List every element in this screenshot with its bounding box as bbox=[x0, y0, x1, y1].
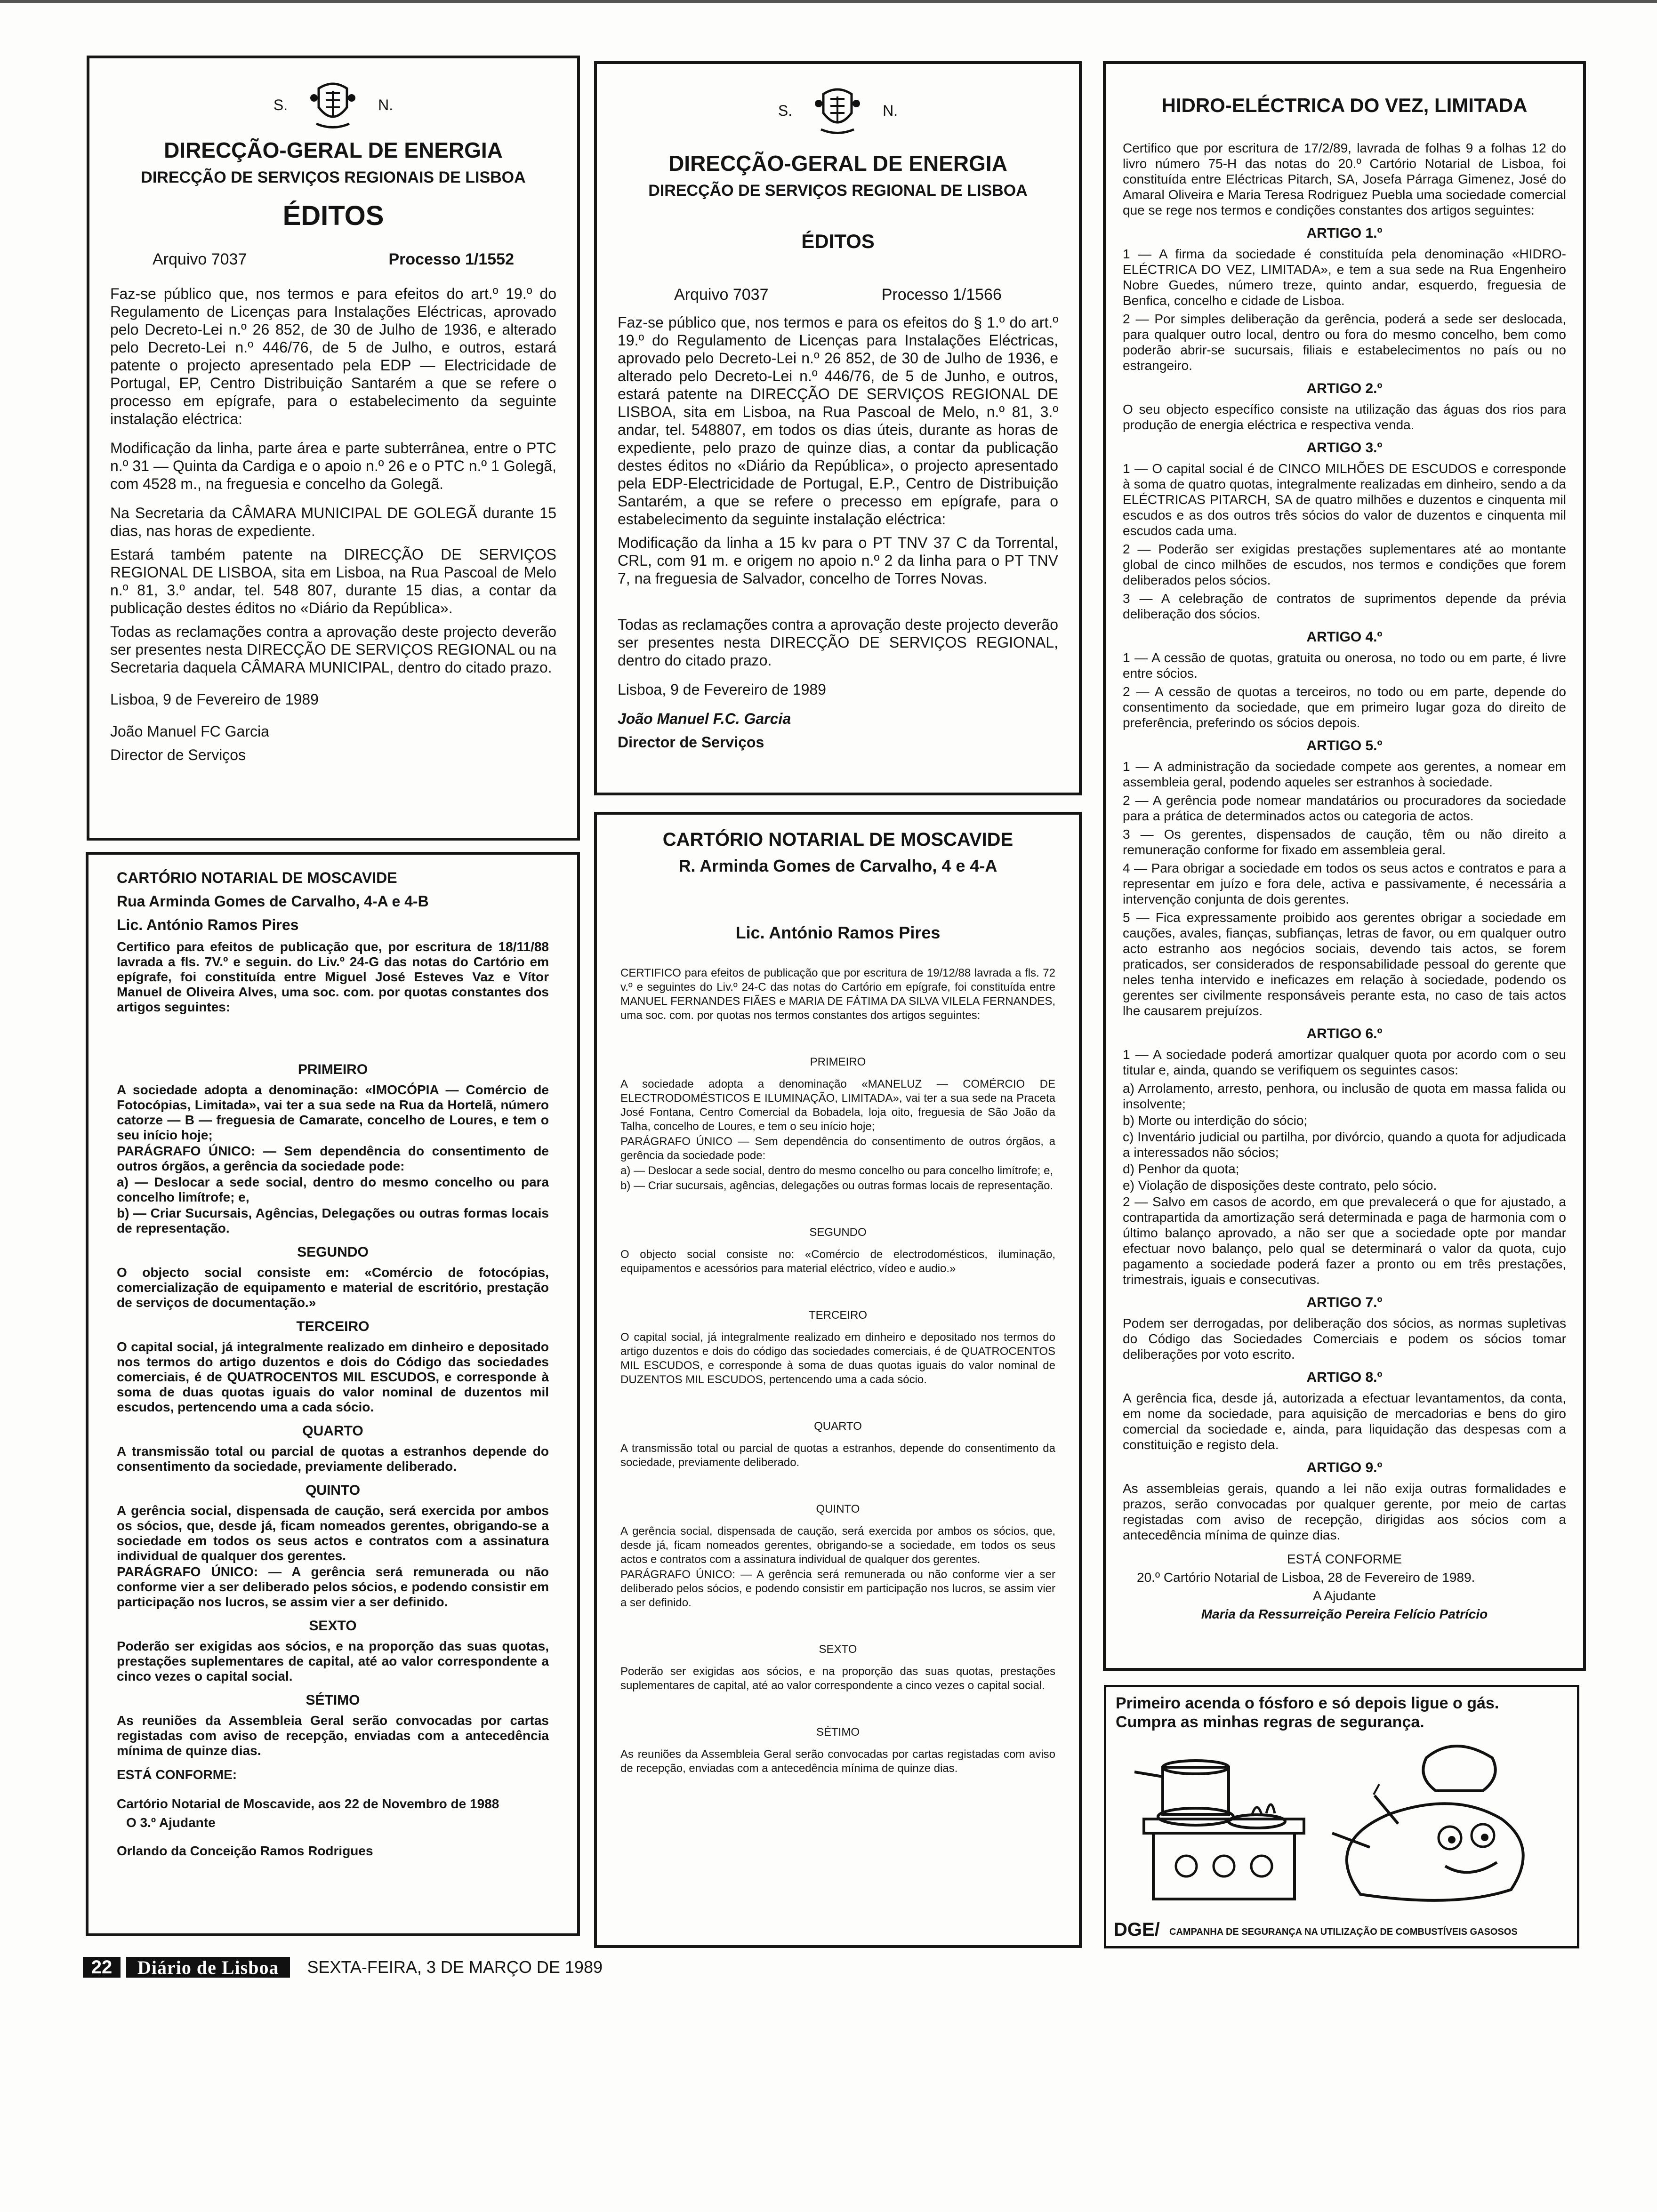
article-heading: SÉTIMO bbox=[816, 1726, 860, 1739]
article-heading: SEXTO bbox=[309, 1618, 357, 1634]
seal-right-text: N. bbox=[883, 102, 898, 119]
article-paragraph: 5 — Fica expressamente proibido aos gerentes obrigar a sociedade em cauções, avales, fianças, subfianças, letras de favor, ou em qualquer outro acto estranho aos negócios sociais, devendo tais actos, se forem praticados, ser considerados de responsabilidade pessoal do gerente que neles tenha intervido e ineficazes em relação à sociedade, podendo os gerentes ser civilmente responsáveis perante esta, no caso de tais actos lhe causarem prejuízos. bbox=[1123, 910, 1566, 1018]
dge-campaign-text: CAMPANHA DE SEGURANÇA NA UTILIZAÇÃO DE COMBUSTÍVEIS GASOSOS bbox=[1169, 1927, 1518, 1937]
arquivo-number: Arquivo 7037 bbox=[674, 286, 769, 304]
article-paragraph: A gerência fica, desde já, autorizada a efectuar levantamentos, da conta, em nome da sociedade, para aquisição de mercadorias e bens do giro comercial da sociedade e, ainda, para liquidação das despesas com a constituição e registo dela. bbox=[1123, 1391, 1566, 1452]
paragraph: Todas as reclamações contra a aprovação deste projecto deverão ser presentes nesta DIRECÇÃO DE SERVIÇOS REGIONAL ou na Secretaria daquela CÂMARA MUNICIPAL, dentro do citado prazo. bbox=[110, 623, 556, 676]
notary-lic: Lic. António Ramos Pires bbox=[117, 916, 299, 933]
article-paragraph: a) — Deslocar a sede social, dentro do mesmo concelho ou para concelho limítrofe; e, bbox=[117, 1175, 549, 1204]
seal-left-text: S. bbox=[778, 102, 793, 119]
paragraph: Faz-se público que, nos termos e para efeitos do art.º 19.º do Regulamento de Licenças para Instalações Eléctricas, aprovado pelo Decreto-Lei n.º 26 852, de 30 de Julho de 1936, e alterado pelo Decreto-Lei n.º 446/76, de 5 de Julho, e outros, estará patente o projecto apresentado pela EDP — Electricidade de Portugal, EP, Centro Distribuição Santarém a que se refere o processo em epígrafe, para o estabelecimento da seguinte instalação eléctrica: bbox=[110, 285, 556, 427]
seal-header bbox=[110, 79, 556, 131]
article-paragraph: A sociedade adopta a denominação: «IMOCÓPIA — Comércio de Fotocópias, Limitada», vai ter a sua sede na Rua da Hortelã, número catorze — B — freguesia de Camarate, concelho de Loures, e tem o seu início hoje; bbox=[117, 1082, 549, 1142]
article-paragraph: As assembleias gerais, quando a lei não exija outras formalidades e prazos, serão convocadas por qualquer gerente, por meio de cartas registadas com aviso de recepção, dirigidas aos sócios com a antecedência mínima de quinze dias. bbox=[1123, 1481, 1566, 1542]
article-paragraph: O capital social, já integralmente realizado em dinheiro e depositado nos termos do artigo duzentos e dois do código das sociedades comerciais, é de QUATROCENTOS MIL ESCUDOS, e corresponde à soma de duas quotas iguais do valor nominal de DUZENTOS MIL ESCUDOS, pertencendo uma a cada sócio. bbox=[620, 1331, 1055, 1386]
top-rule bbox=[0, 0, 1657, 3]
esta-conforme: ESTÁ CONFORME bbox=[1287, 1552, 1402, 1566]
notary-lic: Lic. António Ramos Pires bbox=[735, 923, 941, 942]
article-paragraph: PARÁGRAFO ÚNICO: — A gerência será remunerada ou não conforme vier a ser deliberado pelos sócios, e podendo consistir em participação nos lucros, se assim vier a ser definido. bbox=[620, 1568, 1055, 1609]
notice-title: DIRECÇÃO-GERAL DE ENERGIA bbox=[668, 151, 1007, 176]
place-date: Lisboa, 9 de Fevereiro de 1989 bbox=[618, 681, 826, 698]
article-paragraph: a) Arrolamento, arresto, penhora, ou inclusão de quota em massa falida ou insolvente; bbox=[1123, 1081, 1566, 1111]
processo-number: Processo 1/1552 bbox=[388, 250, 514, 268]
article-paragraph: 3 — A celebração de contratos de suprimentos depende da prévia deliberação dos sócios. bbox=[1123, 591, 1566, 621]
article-paragraph: e) Violação de disposições deste contrato, pelo sócio. bbox=[1123, 1178, 1437, 1193]
paragraph: Todas as reclamações contra a aprovação deste projecto deverão ser presentes nesta DIRECÇÃO DE SERVIÇOS REGIONAL, dentro do citado prazo. bbox=[618, 616, 1058, 669]
article-heading: ARTIGO 3.º bbox=[1306, 440, 1383, 456]
article-paragraph: Podem ser derrogadas, por deliberação dos sócios, as normas supletivas do Código das Sociedades Comerciais e podem os sócios tomar deliberações por voto escrito. bbox=[1123, 1316, 1566, 1362]
article-paragraph: 1 — A administração da sociedade compete aos gerentes, a nomear em assembleia geral, podendo aqueles ser estranhos à sociedade. bbox=[1123, 759, 1566, 789]
notary-address: Rua Arminda Gomes de Carvalho, 4-A e 4-B bbox=[117, 893, 429, 910]
editos-heading: ÉDITOS bbox=[801, 230, 875, 252]
signer-name: João Manuel FC Garcia bbox=[110, 723, 269, 740]
article-heading: SÉTIMO bbox=[306, 1692, 360, 1708]
reference-line bbox=[110, 250, 556, 269]
article-heading: TERCEIRO bbox=[296, 1319, 370, 1334]
paragraph: Modificação da linha, parte área e parte subterrânea, entre o PTC n.º 31 — Quinta da Cardiga e o apoio n.º 26 e o PTC n.º 1 Golegã, com 4528 m., na freguesia e concelho da Golegã. bbox=[110, 440, 556, 492]
dge-logo: DGE/ bbox=[1114, 1919, 1160, 1940]
notice-subtitle: DIRECÇÃO DE SERVIÇOS REGIONAL DE LISBOA bbox=[648, 182, 1028, 200]
article-paragraph: A transmissão total ou parcial de quotas a estranhos, depende do consentimento da sociedade, previamente deliberado. bbox=[620, 1442, 1055, 1469]
notary-title: CARTÓRIO NOTARIAL DE MOSCAVIDE bbox=[117, 869, 397, 886]
article-heading: QUARTO bbox=[302, 1423, 363, 1439]
issue-date: SEXTA-FEIRA, 3 DE MARÇO DE 1989 bbox=[307, 1957, 603, 1977]
article-paragraph: 2 — Poderão ser exigidas prestações suplementares até ao montante global de cinco milhões de escudos, nos termos e condições que forem deliberados pelos sócios. bbox=[1123, 542, 1566, 587]
article-paragraph: 1 — A firma da sociedade é constituída pela denominação «HIDRO-ELÉCTRICA DO VEZ, LIMITADA», e tem a sua sede na Rua Engenheiro Nobre Guedes, número treze, quinto andar, esquerdo, freguesia de Benfica, concelho e cidade de Lisboa. bbox=[1123, 247, 1566, 308]
seal-right-text: N. bbox=[378, 96, 394, 113]
dge-safety-ad bbox=[1104, 1685, 1579, 1948]
article-paragraph: 3 — Os gerentes, dispensados de caução, têm ou não direito a remuneração conforme for fixado em assembleia geral. bbox=[1123, 827, 1566, 857]
esta-conforme: ESTÁ CONFORME: bbox=[117, 1767, 237, 1782]
article-paragraph: As reuniões da Assembleia Geral serão convocadas por cartas registadas com aviso de recepção, enviadas com a antecedência mínima de quinze dias. bbox=[117, 1713, 549, 1758]
article-paragraph: d) Penhor da quota; bbox=[1123, 1162, 1239, 1176]
closing-line: 20.º Cartório Notarial de Lisboa, 28 de Fevereiro de 1989. bbox=[1137, 1570, 1475, 1585]
editos-heading: ÉDITOS bbox=[282, 200, 384, 231]
intro-paragraph: CERTIFICO para efeitos de publicação que por escritura de 19/12/88 lavrada a fls. 72 v.º e seguintes do Liv.º 24-C das notas do Cartório em epígrafe, foi constituída entre MANUEL FERNANDES FIÃES e MARIA DE FÁTIMA DA SILVA VILELA FERNANDES, uma soc. com. por quotas nos termos constantes dos artigos seguintes: bbox=[620, 967, 1055, 1022]
page-footer bbox=[83, 1956, 603, 1978]
notice-moscavide-2 bbox=[594, 812, 1082, 1948]
intro-paragraph: Certifico que por escritura de 17/2/89, lavrada de folhas 9 a folhas 12 do livro número 75-H das notas do 20.º Cartório Notarial de Lisboa, foi constituída entre Eléctricas Pitarch, SA, Josefa Párraga Gimenez, José do Amaral Oliveira e Maria Teresa Rodriguez Puebla uma sociedade comercial que se rege nos termos e condições constantes dos artigos seguintes: bbox=[1123, 141, 1566, 217]
article-paragraph: 4 — Para obrigar a sociedade em todos os seus actos e contratos e para a representar em juízo e fora dele, activa e passivamente, é necessária a intervenção conjunta de dois gerentes. bbox=[1123, 861, 1566, 906]
article-paragraph: A gerência social, dispensada de caução, será exercida por ambos os sócios, que, desde já, ficam nomeados gerentes, obrigando-se a sociedade, em todos os seus actos e contratos com a assinatura individual de qualquer dos gerentes. bbox=[620, 1525, 1055, 1566]
article-heading: ARTIGO 2.º bbox=[1306, 381, 1383, 396]
article-paragraph: 1 — A cessão de quotas, gratuita ou onerosa, no todo ou em parte, é livre entre sócios. bbox=[1123, 650, 1566, 681]
article-paragraph: As reuniões da Assembleia Geral serão convocadas por cartas registadas com aviso de recepção, enviadas com a antecedência mínima de quinze dias. bbox=[620, 1748, 1055, 1775]
processo-number: Processo 1/1566 bbox=[881, 286, 1002, 304]
paragraph: Na Secretaria da CÂMARA MUNICIPAL DE GOLEGÃ durante 15 dias, nas horas de expediente. bbox=[110, 505, 556, 539]
company-title: HIDRO-ELÉCTRICA DO VEZ, LIMITADA bbox=[1161, 94, 1528, 116]
article-paragraph: c) Inventário judicial ou partilha, por divórcio, quando a quota for adjudicada a interessados não sócios; bbox=[1123, 1130, 1566, 1160]
notice-subtitle: DIRECÇÃO DE SERVIÇOS REGIONAIS DE LISBOA bbox=[141, 168, 526, 186]
notice-energia-1 bbox=[87, 56, 580, 841]
article-paragraph: 2 — A gerência pode nomear mandatários ou procuradores da sociedade para a prática de determinados actos ou categoria de actos. bbox=[1123, 793, 1566, 823]
article-paragraph: PARÁGRAFO ÚNICO — Sem dependência do consentimento de outros órgãos, a gerência da sociedade pode: bbox=[620, 1135, 1055, 1162]
article-paragraph: A sociedade adopta a denominação «MANELUZ — COMÉRCIO DE ELECTRODOMÉSTICOS E ILUMINAÇÃO, LIMITADA», vai ter a sua sede na Praceta José Fontana, Centro Comercial da Bobadela, loja oito, freguesia de São João da Talha, concelho de Loures, e tem o seu início hoje; bbox=[620, 1078, 1055, 1133]
article-paragraph: O objecto social consiste no: «Comércio de electrodomésticos, iluminação, equipamentos e acessórios para material eléctrico, vídeo e audio.» bbox=[620, 1248, 1055, 1275]
newspaper-masthead: Diário de Lisboa bbox=[126, 1957, 290, 1978]
article-heading: QUINTO bbox=[305, 1483, 361, 1498]
article-paragraph: 1 — O capital social é de CINCO MILHÕES DE ESCUDOS e corresponde à soma de quatro quotas, integralmente realizadas em dinheiro, sendo a da ELÉCTRICAS PITARCH, SA de quatro milhões e duzentos e cinquenta mil escudos e as dos outros três sócios do valor de duzentos e cinquenta mil escudos cada uma. bbox=[1123, 461, 1566, 538]
article-heading: QUINTO bbox=[816, 1503, 860, 1515]
article-paragraph: O objecto social consiste em: «Comércio de fotocópias, comercialização de equipamento e material de escritório, prestação de serviços de documentação.» bbox=[117, 1265, 549, 1310]
paragraph: Faz-se público que, nos termos e para os efeitos do § 1.º do art.º 19.º do Regulamento de Licenças para Instalações Eléctricas, aprovado pelo Decreto-Lei n.º 26 852, de 30 de Julho de 1936, e alterado pelo Decreto-Lei n.º 446/76, de 5 de Junho, e outros, estará patente na DIRECÇÃO DE SERVIÇOS REGIONAL DE LISBOA, sita em Lisboa, na Rua Pascoal de Melo, n.º 81, 3.º andar, tel. 548807, em todos os dias úteis, durante as horas de expediente, pelo prazo de quinze dias, a contar da publicação destes éditos no «Diário da República», o projecto apresentado pela EDP-Electricidade de Portugal, E.P., Centro de Distribuição Santarém, a que se refere o precesso em epígrafe, para o estabelecimento da seguinte instalação eléctrica: bbox=[618, 314, 1058, 528]
article-paragraph: Poderão ser exigidas aos sócios, e na proporção das suas quotas, prestações suplementares de capital, até ao valor correspondente a cinco vezes o capital social. bbox=[620, 1665, 1055, 1692]
article-paragraph: 2 — A cessão de quotas a terceiros, no todo ou em parte, depende do consentimento da sociedade, que em primeiro lugar goza do direito de preferência, preferindo os sócios depois. bbox=[1123, 684, 1566, 730]
article-paragraph: PARÁGRAFO ÚNICO: — A gerência será remunerada ou não conforme vier a ser deliberado pelos sócios, e podendo consistir em participação nos lucros, se assim vier a ser definido. bbox=[117, 1564, 549, 1609]
signer-role: Director de Serviços bbox=[618, 734, 764, 751]
article-paragraph: A transmissão total ou parcial de quotas a estranhos depende do consentimento da sociedade, previamente deliberado. bbox=[117, 1444, 549, 1474]
article-heading: SEGUNDO bbox=[809, 1226, 867, 1239]
article-paragraph: a) — Deslocar a sede social, dentro do mesmo concelho ou para concelho limítrofe; e, bbox=[620, 1164, 1054, 1177]
signer-name: Maria da Ressurreição Pereira Felício Patrício bbox=[1201, 1607, 1488, 1621]
signer-name: Orlando da Conceição Ramos Rodrigues bbox=[117, 1843, 373, 1858]
signer-name: João Manuel F.C. Garcia bbox=[618, 710, 791, 727]
seal-header bbox=[618, 85, 1058, 136]
article-heading: ARTIGO 5.º bbox=[1306, 738, 1383, 753]
coat-of-arms-icon bbox=[809, 85, 866, 136]
signer-role: Director de Serviços bbox=[110, 746, 246, 763]
article-paragraph: O capital social, já integralmente realizado em dinheiro e depositado nos termos do artigo duzentos e dois do Código das sociedades comerciais, é de QUATROCENTOS MIL ESCUDOS, e corresponde à soma de duas quotas iguais do valor nominal de duzentos mil escudos, pertencendo uma a cada sócio. bbox=[117, 1339, 549, 1414]
article-paragraph: 2 — Salvo em casos de acordo, em que prevalecerá o que for ajustado, a contrapartida da amortização será determinada e paga de harmonia com o último balanço aprovado, a não ser que a sociedade opte por mandar efectuar novo balanço, pelo qual se determinará o valor da quota, cujo pagamento a sociedade poderá fazer a pronto ou em três prestações, trimestrais, iguais e consecutivas. bbox=[1123, 1194, 1566, 1287]
signer-role: O 3.º Ajudante bbox=[126, 1815, 216, 1830]
article-heading: SEXTO bbox=[819, 1643, 857, 1656]
article-heading: ARTIGO 8.º bbox=[1306, 1370, 1383, 1385]
ad-slogan-line1: Primeiro acenda o fósforo e só depois ligue o gás. bbox=[1116, 1694, 1499, 1712]
article-heading: TERCEIRO bbox=[808, 1309, 867, 1322]
notice-moscavide-1 bbox=[86, 852, 580, 1936]
article-heading: QUARTO bbox=[814, 1420, 862, 1433]
arquivo-number: Arquivo 7037 bbox=[153, 250, 247, 268]
article-paragraph: 1 — A sociedade poderá amortizar qualquer quota por acordo com o seu titular e, ainda, quando se verifiquem os seguintes casos: bbox=[1123, 1047, 1566, 1077]
notice-title: DIRECÇÃO-GERAL DE ENERGIA bbox=[164, 138, 503, 162]
notary-address: R. Arminda Gomes de Carvalho, 4 e 4-A bbox=[678, 856, 997, 875]
paragraph: Estará também patente na DIRECÇÃO DE SERVIÇOS REGIONAL DE LISBOA, sita em Lisboa, na Rua Pascoal de Melo n.º 81, 3.º andar, tel. 548 807, durante 15 dias, a contar da publicação destes éditos no «Diário da República». bbox=[110, 546, 556, 617]
article-heading: ARTIGO 9.º bbox=[1306, 1460, 1383, 1475]
notice-hidro-electrica bbox=[1103, 61, 1586, 1671]
article-paragraph: A gerência social, dispensada de caução, será exercida por ambos os sócios, que, desde já, ficam nomeados gerentes, obrigando-se a sociedade em todos os seus actos e contratos com a assinatura individual de qualquer dos gerentes. bbox=[117, 1503, 549, 1563]
article-paragraph: b) Morte ou interdição do sócio; bbox=[1123, 1113, 1308, 1128]
notary-title: CARTÓRIO NOTARIAL DE MOSCAVIDE bbox=[662, 829, 1014, 850]
article-paragraph: O seu objecto específico consiste na utilização das águas dos rios para produção de energia eléctrica e respectiva venda. bbox=[1123, 402, 1566, 432]
article-heading: ARTIGO 7.º bbox=[1306, 1295, 1383, 1310]
article-heading: PRIMEIRO bbox=[810, 1056, 866, 1068]
closing-line: Cartório Notarial de Moscavide, aos 22 de Novembro de 1988 bbox=[117, 1796, 499, 1811]
article-heading: PRIMEIRO bbox=[298, 1062, 368, 1077]
article-heading: SEGUNDO bbox=[297, 1244, 369, 1260]
article-paragraph: 2 — Por simples deliberação da gerência, poderá a sede ser deslocada, para qualquer outro local, dentro ou fora do mesmo concelho, bem como poderão abrir-se sucursais, filiais e estabelecimentos no país ou no estrangeiro. bbox=[1123, 312, 1566, 373]
gas-stove-mascot-icon bbox=[1125, 1739, 1568, 1908]
seal-left-text: S. bbox=[273, 96, 288, 113]
article-paragraph: b) — Criar sucursais, agências, delegações ou outras formas locais de representação. bbox=[620, 1179, 1054, 1192]
intro-paragraph: Certifico para efeitos de publicação que, por escritura de 18/11/88 lavrada a fls. 7V.º e seguin. do Liv.º 24-G das notas do Cartório em epígrafe, foi constituída entre Miguel José Esteves Vaz e Vítor Manuel de Oliveira Alves, uma soc. com. por quotas constantes dos artigos seguintes: bbox=[117, 939, 549, 1014]
paragraph: Modificação da linha a 15 kv para o PT TNV 37 C da Torrental, CRL, com 91 m. e origem no apoio n.º 2 da linha para o PT TNV 7, na freguesia de Salvador, concelho de Torres Novas. bbox=[618, 534, 1058, 587]
page-number: 22 bbox=[83, 1957, 121, 1978]
signer-role: A Ajudante bbox=[1313, 1588, 1376, 1603]
reference-line bbox=[618, 286, 1058, 304]
place-date: Lisboa, 9 de Fevereiro de 1989 bbox=[110, 691, 319, 708]
article-paragraph: b) — Criar Sucursais, Agências, Delegações ou outras formas locais de representação. bbox=[117, 1206, 549, 1235]
article-paragraph: Poderão ser exigidas aos sócios, e na proporção das suas quotas, prestações suplementares de capital, até ao valor correspondente a cinco vezes o capital social. bbox=[117, 1639, 549, 1683]
article-paragraph: PARÁGRAFO ÚNICO: — Sem dependência do consentimento de outros órgãos, a gerência da sociedade pode: bbox=[117, 1144, 549, 1173]
article-heading: ARTIGO 4.º bbox=[1306, 629, 1383, 645]
notice-energia-2 bbox=[594, 61, 1082, 795]
article-heading: ARTIGO 1.º bbox=[1306, 225, 1383, 241]
ad-slogan-line2: Cumpra as minhas regras de segurança. bbox=[1116, 1713, 1424, 1731]
article-heading: ARTIGO 6.º bbox=[1306, 1026, 1383, 1042]
coat-of-arms-icon bbox=[305, 79, 361, 131]
